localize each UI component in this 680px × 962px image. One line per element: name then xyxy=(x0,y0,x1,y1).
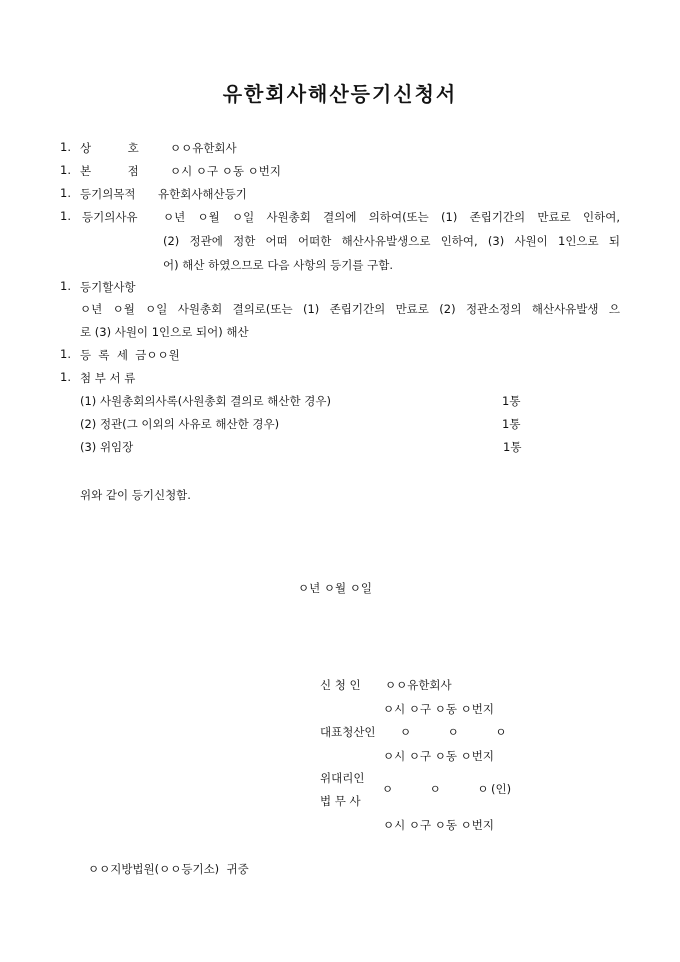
attachment-label: (1) 사원총회의사록(사원총회 결의로 해산한 경우) xyxy=(80,394,331,408)
item-key-reason: 등기의사유 xyxy=(82,210,138,224)
item-number: 1. xyxy=(60,140,71,154)
closing-statement: 위와 같이 등기신청함. xyxy=(80,488,191,502)
item-value-reason-line: 어) 해산 하였으므로 다음 사항의 등기를 구함. xyxy=(163,258,394,272)
item-value-reason-line: (2) 정관에 정한 어떠 어떠한 해산사유발생으로 인하여, (3) 사원이 1인으로 되 xyxy=(163,234,620,248)
court-recipient: ㅇㅇ지방법원(ㅇㅇ등기소) 귀중 xyxy=(88,862,249,876)
item-number: 1. xyxy=(60,370,71,384)
item-key-registration-tax: 등 록 세 금ㅇㅇ원 xyxy=(80,348,180,362)
item-number: 1. xyxy=(60,163,71,177)
agent-seal: (인) xyxy=(491,782,512,796)
item-value-head-office: ㅇ시 ㅇ구 ㅇ동 ㅇ번지 xyxy=(170,164,281,178)
item-key-purpose: 등기의목적 xyxy=(80,187,136,201)
document-title: 유한회사해산등기신청서 xyxy=(222,82,458,106)
applicant-address: ㅇ시 ㅇ구 ㅇ동 ㅇ번지 xyxy=(383,702,494,716)
attachment-label: (3) 위임장 xyxy=(80,440,134,454)
item-body-matters-line: ㅇ년 ㅇ월 ㅇ일 사원총회 결의로(또는 (1) 존립기간의 만료로 (2) 정관소정의 해산사유발생 으 xyxy=(80,302,620,316)
agent-address: ㅇ시 ㅇ구 ㅇ동 ㅇ번지 xyxy=(383,818,494,832)
representative-name: ㅇ ㅇ ㅇ xyxy=(400,725,507,739)
item-number: 1. xyxy=(60,186,71,200)
item-key-attachments: 첨 부 서 류 xyxy=(80,371,136,385)
attachment-label: (2) 정관(그 이외의 사유로 해산한 경우) xyxy=(80,417,280,431)
representative-label: 대표청산인 xyxy=(320,725,376,739)
applicant-name: ㅇㅇ유한회사 xyxy=(385,678,452,692)
applicant-label: 신 청 인 xyxy=(320,678,361,692)
item-body-matters-line: 로 (3) 사원이 1인으로 되어) 해산 xyxy=(80,325,249,339)
application-date: ㅇ년 ㅇ월 ㅇ일 xyxy=(298,581,372,595)
agent-name: ㅇ ㅇ ㅇ xyxy=(382,782,489,796)
agent-label: 법 무 사 xyxy=(320,794,361,808)
item-number: 1. xyxy=(60,209,71,223)
agent-label: 위대리인 xyxy=(320,771,365,785)
attachment-qty: 1통 xyxy=(502,394,521,408)
item-value-reason-line: ㅇ년 ㅇ월 ㅇ일 사원총회 결의에 의하여(또는 (1) 존립기간의 만료로 인하여, xyxy=(163,210,620,224)
item-key-matters: 등기할사항 xyxy=(80,280,136,294)
item-key-trade-name: 상 호 xyxy=(80,141,139,155)
item-number: 1. xyxy=(60,279,71,293)
item-key-head-office: 본 점 xyxy=(80,164,139,178)
attachment-qty: 1통 xyxy=(503,440,522,454)
item-value-trade-name: ㅇㅇ유한회사 xyxy=(170,141,237,155)
attachment-qty: 1통 xyxy=(502,417,521,431)
representative-address: ㅇ시 ㅇ구 ㅇ동 ㅇ번지 xyxy=(383,749,494,763)
item-number: 1. xyxy=(60,347,71,361)
item-value-purpose: 유한회사해산등기 xyxy=(158,187,247,201)
